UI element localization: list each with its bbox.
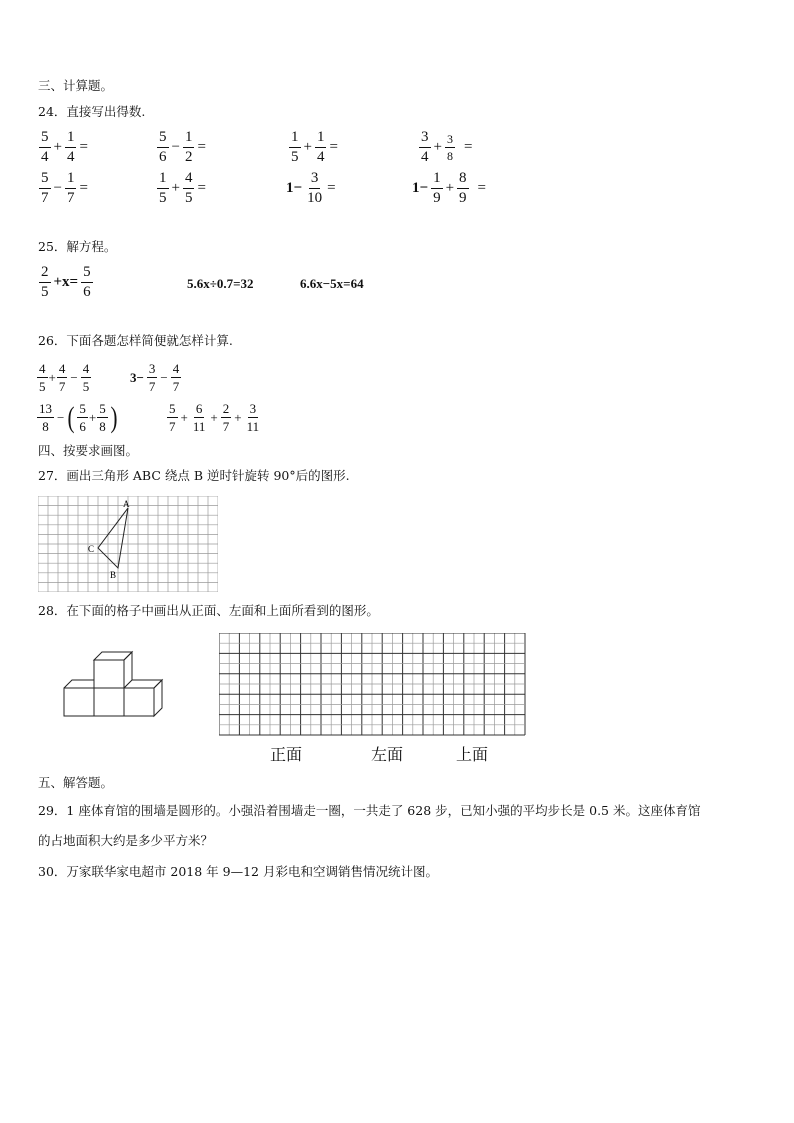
label-a: A <box>123 499 130 509</box>
q24-r1-e3: $\frac{1}{5}$ + $\frac{1}{4}$ = <box>291 129 338 165</box>
q24-r1-e2: $\frac{5}{6}$ − $\frac{1}{2}$ = <box>159 129 206 165</box>
q26-stem: 26．下面各题怎样简便就怎样计算. <box>38 333 233 348</box>
q24-r2-e2: $\frac{1}{5}$ + $\frac{4}{5}$ = <box>159 170 206 206</box>
section-5-heading: 五、解答题。 <box>38 775 114 790</box>
view-label-left: 左面 <box>371 745 404 764</box>
q28-cube-solid <box>60 648 170 720</box>
view-label-front: 正面 <box>270 745 303 764</box>
q24-r2-e3: 1− $\frac{3}{10}$ = <box>286 170 336 206</box>
section-3-heading: 三、计算题。 <box>38 78 114 93</box>
q28-answer-grid <box>219 633 527 737</box>
q25-stem: 25．解方程。 <box>38 239 117 254</box>
q25-eq1: $\frac{2}{5}$ +x= $\frac{5}{6}$ <box>41 264 91 300</box>
q26-p4: $\frac{5}{7}$ + $\frac{6}{11}$ + $\frac{2}{7}$ + $\frac{3}{11}$ <box>169 401 260 434</box>
q26-p3: $\frac{13}{8}$ − ( $\frac{5}{6}$ + $\frac{5}{8}$ ) <box>39 400 118 434</box>
triangle-abc <box>98 508 128 568</box>
q24-r1-e4: $\frac{3}{4}$ + $\frac{3}{8}$ = <box>421 129 473 165</box>
q26-p1: $\frac{4}{5}$ + $\frac{4}{7}$ − $\frac{4}{5}$ <box>39 361 90 394</box>
q27-grid <box>38 496 218 592</box>
section-4-heading: 四、按要求画图。 <box>38 443 139 458</box>
q24-stem: 24．直接写出得数. <box>38 104 146 119</box>
q24-r1-e1: $\frac{5}{4}$ + $\frac{1}{4}$ = <box>41 129 88 165</box>
q30-stem: 30．万家联华家电超市 2018 年 9—12 月彩电和空调销售情况统计图。 <box>38 864 438 879</box>
q27-stem: 27．画出三角形 ABC 绕点 B 逆时针旋转 90°后的图形. <box>38 468 350 483</box>
q29-line1: 29．1 座体育馆的围墙是圆形的。小强沿着围墙走一圈，一共走了 628 步，已知小强的平均步长是 0.5 米。这座体育馆 <box>38 803 701 818</box>
q24-r2-e4: 1− $\frac{1}{9}$ + $\frac{8}{9}$ = <box>412 170 486 206</box>
label-c: C <box>88 544 95 554</box>
q29-line2: 的占地面积大约是多少平方米？ <box>38 833 214 848</box>
label-b: B <box>110 570 117 580</box>
q25-eq3: 6.6x−5x=64 <box>300 276 364 291</box>
q24-r2-e1: $\frac{5}{7}$ − $\frac{1}{7}$ = <box>41 170 88 206</box>
q25-eq2: 5.6x÷0.7=32 <box>187 276 254 291</box>
view-label-top: 上面 <box>456 745 489 764</box>
q28-stem: 28．在下面的格子中画出从正面、左面和上面所看到的图形。 <box>38 603 379 618</box>
q26-p2: 3− $\frac{3}{7}$ − $\frac{4}{7}$ <box>130 361 180 394</box>
